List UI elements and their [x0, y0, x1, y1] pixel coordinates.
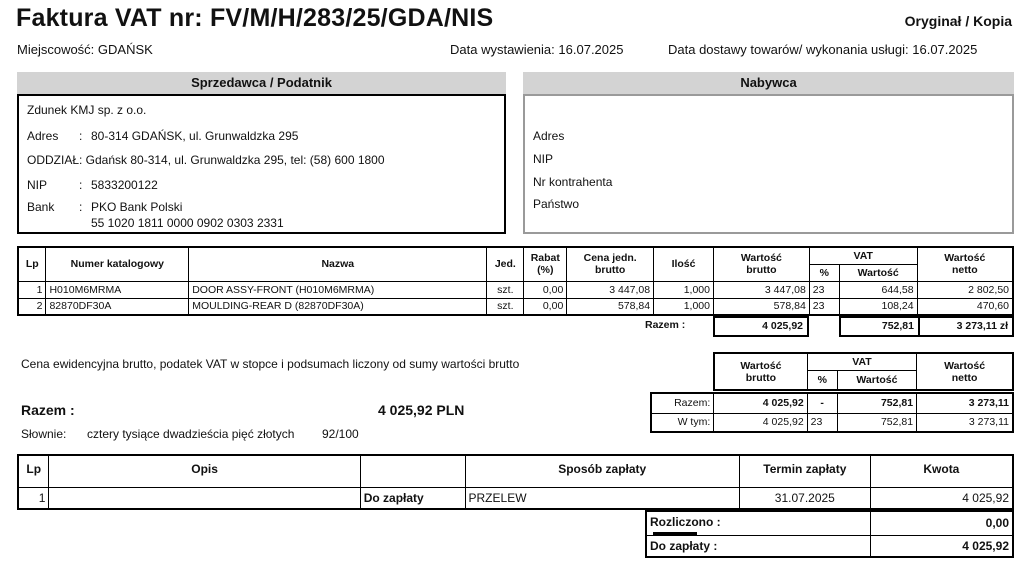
table-row [646, 535, 1013, 557]
pay-row-desc: Do zapłaty [360, 487, 465, 509]
pay-col-method: Sposób zapłaty [465, 455, 739, 487]
seller-address-label: Adres [27, 129, 59, 143]
vs-row-vat: 752,81 [837, 393, 917, 413]
vs-row-net: 3 273,11 [917, 413, 1013, 432]
row-catalog: H010M6MRMA [46, 281, 189, 298]
invoice-title: Faktura VAT nr: FV/M/H/283/25/GDA/NIS [16, 4, 494, 32]
vs-row-vat: 752,81 [837, 413, 917, 432]
seller-body [17, 94, 506, 234]
col-unit-price [567, 247, 654, 281]
row-name: DOOR ASSY-FRONT (H010M6MRMA) [189, 281, 487, 298]
row-discount: 0,00 [524, 281, 567, 298]
table-row [18, 281, 1013, 298]
row-vat-pct: 23 [809, 298, 839, 315]
row-qty: 1,000 [654, 281, 714, 298]
table-row [18, 298, 1013, 315]
settled-label: Rozliczono : [650, 515, 721, 529]
col-name: Nazwa [189, 247, 487, 281]
vs-row-label: W tym: [651, 413, 714, 432]
row-unit: szt. [487, 298, 524, 315]
discount-label: Rabat [530, 252, 560, 265]
row-qty: 1,000 [654, 298, 714, 315]
col-lp: Lp [18, 247, 46, 281]
row-vat-value: 644,58 [839, 281, 917, 298]
seller-address-value: 80-314 GDAŃSK, ul. Grunwaldzka 295 [91, 129, 299, 143]
delivery-date-label: Data dostawy towarów/ wykonania usługi: [668, 42, 909, 57]
gross-label: Wartość [740, 252, 782, 265]
row-gross: 3 447,08 [713, 281, 809, 298]
discount-unit: (%) [537, 264, 554, 277]
items-total-gross: 4 025,92 [713, 316, 809, 337]
items-table [17, 246, 1014, 316]
unit-price-sub: brutto [595, 264, 626, 277]
settled-value: 0,00 [871, 511, 1013, 535]
table-row [646, 511, 1013, 535]
seller-bank-label: Bank [27, 200, 55, 214]
col-net [917, 247, 1013, 281]
payment-table [17, 454, 1014, 510]
table-row [651, 393, 1013, 413]
col-qty: Ilość [654, 247, 714, 281]
col-unit: Jed. [487, 247, 524, 281]
pay-row-term: 31.07.2025 [739, 487, 870, 509]
buyer-panel [523, 72, 1014, 234]
pay-row-desc-empty [49, 487, 360, 509]
colon: : [79, 200, 83, 214]
seller-bank-account: 55 1020 1811 0000 0902 0303 2331 [91, 216, 284, 230]
colon: : [79, 178, 83, 192]
buyer-country-label: Państwo [533, 197, 580, 211]
vs-col-vat: VAT [807, 353, 916, 370]
vs-row-gross: 4 025,92 [714, 393, 807, 413]
seller-heading: Sprzedawca / Podatnik [17, 72, 506, 94]
place-value: GDAŃSK [97, 42, 153, 57]
row-name: MOULDING-REAR D (82870DF30A) [189, 298, 487, 315]
pay-col-amount: Kwota [870, 455, 1013, 487]
delivery-date-value: 16.07.2025 [912, 42, 978, 57]
table-row [18, 487, 1013, 509]
table-row [651, 413, 1013, 432]
due-value: 4 025,92 [871, 535, 1013, 557]
buyer-heading: Nabywca [523, 72, 1014, 94]
vs-col-gross [714, 353, 807, 390]
vs-col-net [917, 353, 1013, 390]
unit-price-label: Cena jedn. [583, 252, 637, 265]
pay-col-term: Termin zapłaty [739, 455, 870, 487]
issue-date-line [450, 42, 623, 57]
seller-name: Zdunek KMJ sp. z o.o. [27, 103, 147, 117]
pay-col-desc: Opis [49, 455, 360, 487]
buyer-nip-label: NIP [533, 152, 554, 166]
row-discount: 0,00 [524, 298, 567, 315]
net-sub: netto [951, 264, 978, 277]
summary-words-value: cztery tysiące dwadzieścia pięć złotych [87, 427, 295, 441]
pay-col-blank [360, 455, 465, 487]
summary-fraction: 92/100 [322, 427, 359, 441]
vs-col-vat-value: Wartość [837, 370, 917, 390]
row-net: 2 802,50 [917, 281, 1013, 298]
vs-row-gross: 4 025,92 [714, 413, 807, 432]
settled-label-cell [646, 511, 871, 535]
price-note: Cena ewidencyjna brutto, podatek VAT w stopce i podsumach liczony od sumy wartości brutto [21, 357, 520, 371]
seller-bank-name: PKO Bank Polski [91, 200, 183, 214]
vs-row-pct: - [807, 393, 837, 413]
items-total-vat: 752,81 [839, 316, 919, 337]
seller-nip-label: NIP [27, 178, 48, 192]
original-copy-label: Oryginał / Kopia [904, 13, 1012, 29]
buyer-body [523, 94, 1014, 234]
pay-row-amount: 4 025,92 [870, 487, 1013, 509]
gross-sub: brutto [746, 264, 777, 277]
summary-amount: 4 025,92 PLN [378, 402, 465, 418]
vs-gross-sub: brutto [745, 371, 777, 384]
col-gross [713, 247, 809, 281]
summary-words-label: Słownie: [21, 427, 67, 441]
payment-header-row [18, 455, 1013, 487]
row-vat-pct: 23 [809, 281, 839, 298]
col-catalog: Numer katalogowy [46, 247, 189, 281]
col-vat-pct: % [809, 264, 839, 281]
underline-mark [653, 532, 697, 535]
vs-row-pct: 23 [807, 413, 837, 432]
pay-row-method: PRZELEW [465, 487, 739, 509]
vs-row-label: Razem: [651, 393, 714, 413]
row-catalog: 82870DF30A [46, 298, 189, 315]
colon: : [79, 129, 83, 143]
settlement-table [645, 510, 1014, 558]
row-lp: 1 [18, 281, 46, 298]
delivery-date-line [668, 42, 977, 57]
vat-summary-table [650, 392, 1014, 433]
buyer-address-label: Adres [533, 129, 565, 143]
net-label: Wartość [944, 252, 986, 265]
items-total-label: Razem : [645, 319, 686, 331]
items-total-net: 3 273,11 zł [918, 316, 1014, 337]
vs-col-pct: % [807, 370, 837, 390]
vs-row-net: 3 273,11 [917, 393, 1013, 413]
issue-date-label: Data wystawienia: [450, 42, 555, 57]
col-vat-value: Wartość [839, 264, 917, 281]
summary-label: Razem : [21, 402, 75, 418]
buyer-contractor-label: Nr kontrahenta [533, 175, 613, 189]
row-gross: 578,84 [713, 298, 809, 315]
row-unit: szt. [487, 281, 524, 298]
due-label: Do zapłaty : [646, 535, 871, 557]
place-label: Miejscowość: [17, 42, 95, 57]
row-unit-price: 578,84 [567, 298, 654, 315]
vat-summary-header-table [713, 352, 1014, 391]
col-vat: VAT [809, 247, 917, 264]
seller-branch: ODDZIAŁ: Gdańsk 80-314, ul. Grunwaldzka 295, tel: (58) 600 1800 [27, 153, 385, 167]
items-header-row [18, 247, 1013, 264]
pay-col-lp: Lp [18, 455, 49, 487]
col-discount [524, 247, 567, 281]
issue-date-value: 16.07.2025 [558, 42, 624, 57]
pay-row-lp: 1 [18, 487, 49, 509]
row-lp: 2 [18, 298, 46, 315]
vs-net-sub: netto [951, 371, 978, 384]
row-vat-value: 108,24 [839, 298, 917, 315]
row-unit-price: 3 447,08 [567, 281, 654, 298]
vs-net-label: Wartość [944, 359, 986, 372]
vs-gross-label: Wartość [740, 359, 782, 372]
seller-panel [17, 72, 506, 234]
place-line [17, 42, 153, 57]
row-net: 470,60 [917, 298, 1013, 315]
seller-nip-value: 5833200122 [91, 178, 158, 192]
